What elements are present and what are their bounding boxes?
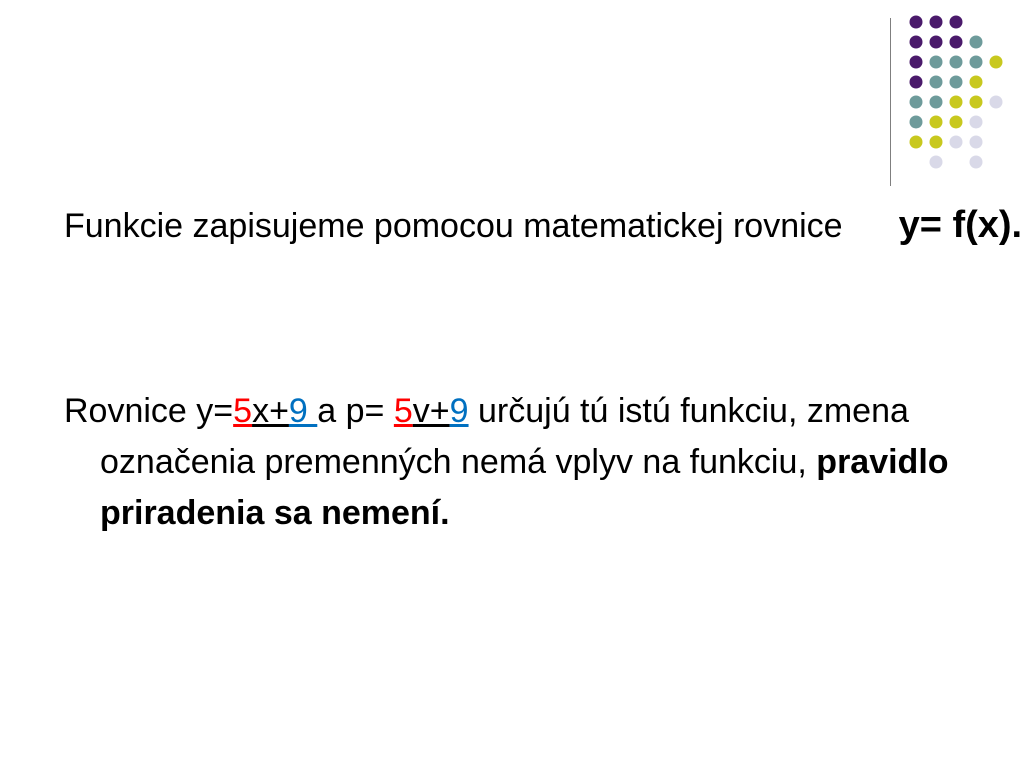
example-rest: určujú tú istú funkciu, zmena označenia premenných nemá vplyv na funkciu,	[100, 392, 909, 481]
variable-v: v+	[412, 392, 450, 430]
coefficient-5-v: 5	[393, 392, 413, 430]
decorative-dot	[910, 96, 923, 109]
decorative-dot	[930, 56, 943, 69]
definition-text: Funkcie zapisujeme pomocou matematickej rovnice	[64, 207, 843, 245]
decorative-dot	[930, 136, 943, 149]
decorative-dot	[930, 116, 943, 129]
decorative-dot	[950, 96, 963, 109]
decorative-dot	[970, 56, 983, 69]
decorative-dot	[950, 36, 963, 49]
paragraph-example	[64, 386, 1024, 539]
decorative-dot	[950, 136, 963, 149]
decorative-dot	[970, 76, 983, 89]
constant-9-v: 9	[449, 392, 469, 430]
decorative-dot	[950, 116, 963, 129]
decorative-dot	[990, 56, 1003, 69]
function-formula: y= f(x).	[898, 204, 1023, 246]
decorative-dot	[970, 136, 983, 149]
decorative-dot	[930, 76, 943, 89]
variable-x: x+	[252, 392, 289, 430]
bold-conclusion: pravidlo priradenia sa nemení.	[100, 443, 949, 532]
decorative-dot	[930, 36, 943, 49]
decorative-dot	[950, 56, 963, 69]
decorative-dot	[930, 96, 943, 109]
coefficient-5-x: 5	[233, 392, 253, 430]
decorative-dot	[970, 36, 983, 49]
decorative-dot	[910, 36, 923, 49]
divider-line	[890, 18, 891, 186]
decorative-dot	[910, 56, 923, 69]
paragraph-definition	[64, 200, 1024, 252]
decorative-dot	[910, 16, 923, 29]
decorative-dot	[910, 76, 923, 89]
decorative-dot	[950, 76, 963, 89]
decorative-dot	[990, 96, 1003, 109]
decorative-dot	[970, 156, 983, 169]
decorative-dot	[950, 16, 963, 29]
example-middle: a p=	[317, 392, 385, 430]
decorative-dot	[970, 96, 983, 109]
decorative-dot	[930, 156, 943, 169]
decorative-dot	[910, 136, 923, 149]
decorative-dot-grid	[0, 0, 1024, 200]
decorative-dot	[970, 116, 983, 129]
decorative-dot	[930, 16, 943, 29]
example-prefix: Rovnice y=	[64, 392, 234, 430]
decorative-dot	[910, 116, 923, 129]
constant-9-x: 9	[288, 392, 318, 430]
